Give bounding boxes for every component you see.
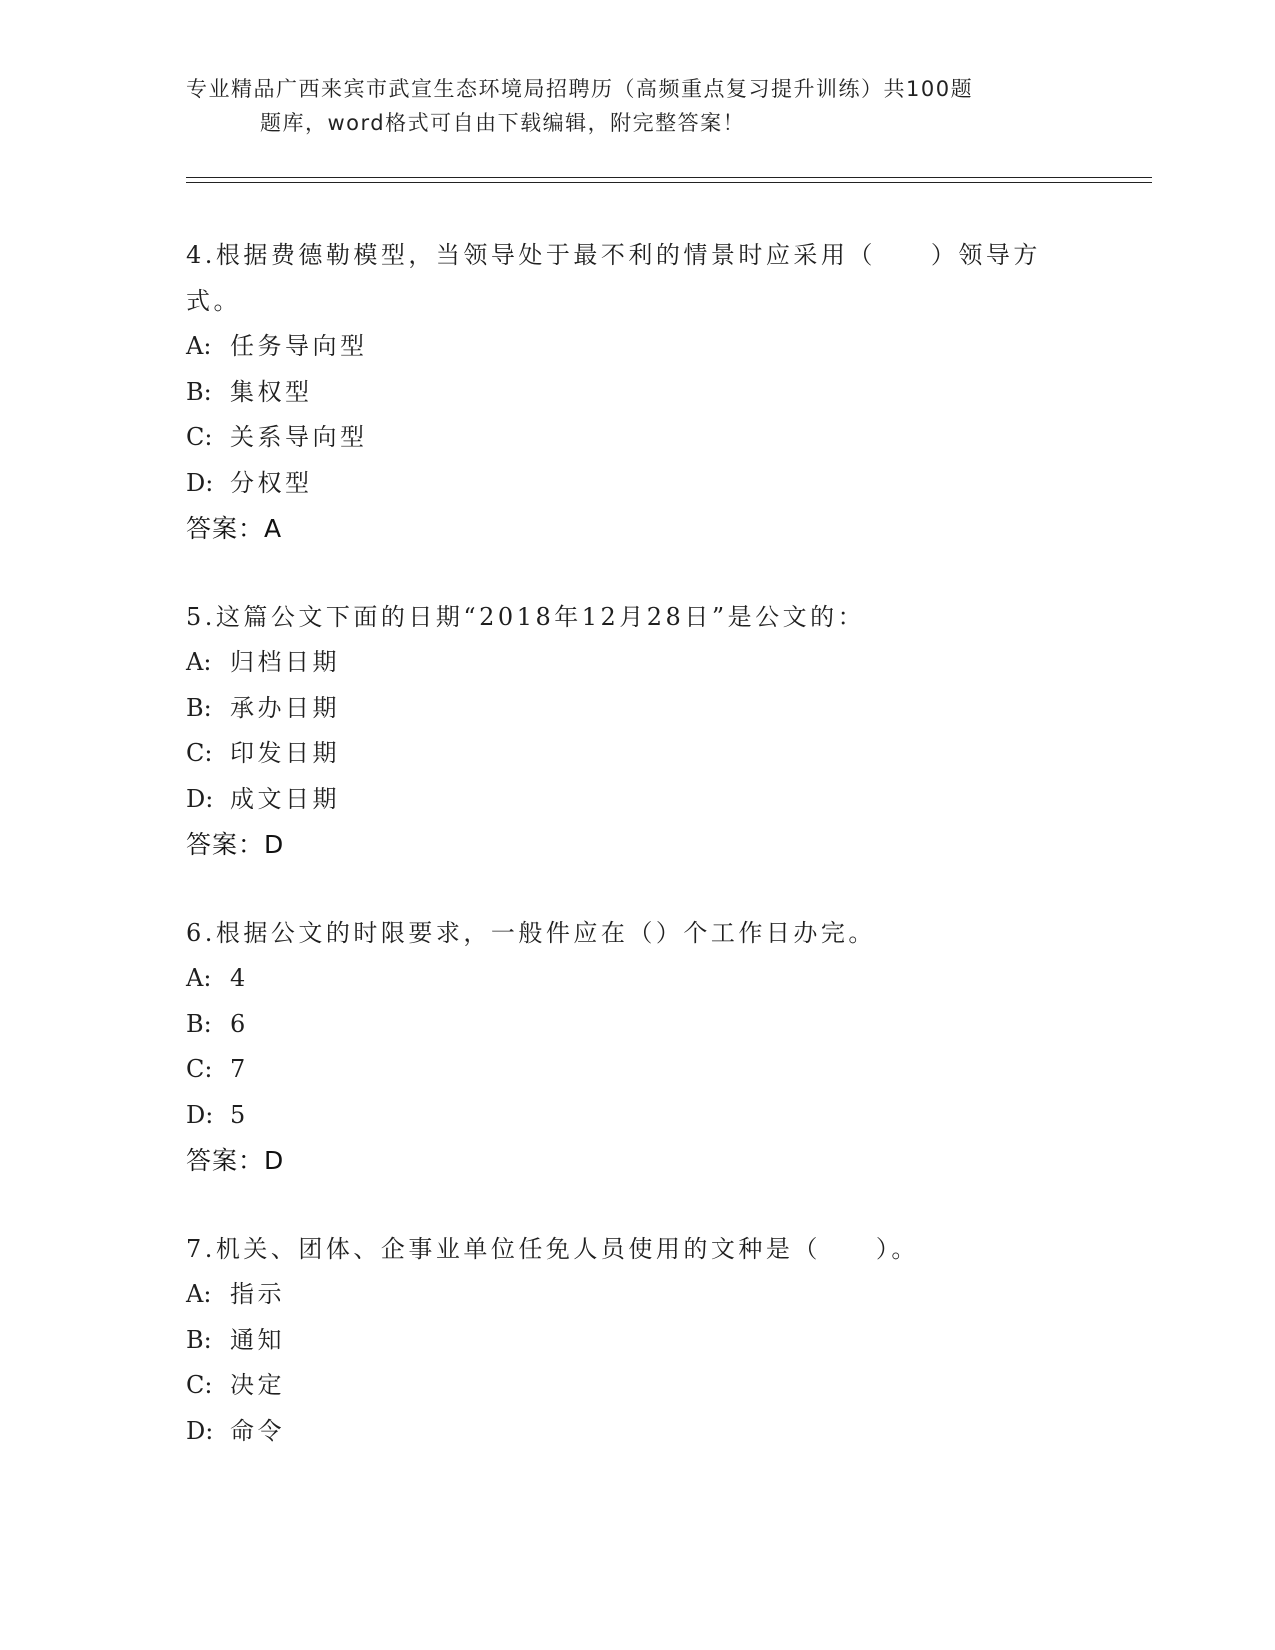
- option-label: B:: [186, 1009, 212, 1038]
- option-label: C:: [186, 739, 213, 767]
- option-text: 成文日期: [230, 784, 340, 813]
- option-label: D:: [186, 468, 214, 497]
- option-c: [186, 415, 1086, 461]
- option-text: 7: [230, 1055, 249, 1083]
- option-a: [186, 956, 1086, 1002]
- option-d: [186, 1093, 1086, 1139]
- question-5: [186, 594, 1086, 868]
- header-rule-top: [186, 177, 1152, 178]
- option-b: [186, 1002, 1086, 1048]
- option-label: C:: [186, 423, 213, 451]
- option-label: C:: [186, 1055, 213, 1083]
- option-d: [186, 1409, 1086, 1455]
- question-list: [186, 232, 1086, 1496]
- option-text: 分权型: [230, 468, 313, 497]
- option-text: 通知: [230, 1325, 285, 1354]
- option-b: [186, 370, 1086, 416]
- header-rule-bottom: [186, 182, 1152, 183]
- question-4: [186, 232, 1086, 552]
- option-text: 印发日期: [230, 739, 340, 767]
- question-stem: 6.根据公文的时限要求，一般件应在（）个工作日办完。: [186, 919, 876, 947]
- option-label: A:: [186, 648, 212, 676]
- option-text: 5: [230, 1100, 249, 1129]
- option-label: C:: [186, 1371, 213, 1399]
- option-b: [186, 1318, 1086, 1364]
- option-text: 集权型: [230, 377, 313, 406]
- question-stem: 4.根据费德勒模型，当领导处于最不利的情景时应采用（ ）领导方式。: [186, 241, 1041, 315]
- header-title-line2: 题库，word格式可自由下载编辑，附完整答案！: [260, 111, 746, 135]
- option-label: B:: [186, 377, 212, 406]
- option-d: [186, 777, 1086, 823]
- option-c: [186, 1363, 1086, 1409]
- option-c: [186, 1047, 1086, 1093]
- answer: 答案：D: [186, 830, 285, 859]
- question-stem: 7.机关、团体、企事业单位任免人员使用的文种是（ ）。: [186, 1235, 919, 1263]
- option-label: A:: [186, 332, 212, 360]
- question-stem: 5.这篇公文下面的日期“2018年12月28日”是公文的：: [186, 603, 866, 631]
- option-label: D:: [186, 1100, 214, 1129]
- question-6: [186, 910, 1086, 1184]
- option-text: 关系导向型: [230, 423, 368, 451]
- option-text: 6: [230, 1009, 249, 1038]
- answer: 答案：D: [186, 1146, 285, 1175]
- option-text: 指示: [230, 1280, 285, 1308]
- option-text: 命令: [230, 1416, 285, 1445]
- option-a: [186, 324, 1086, 370]
- option-label: B:: [186, 1325, 212, 1354]
- option-label: D:: [186, 1416, 214, 1445]
- option-label: B:: [186, 693, 212, 722]
- option-text: 任务导向型: [230, 332, 368, 360]
- option-a: [186, 640, 1086, 686]
- question-7: [186, 1226, 1086, 1454]
- option-label: A:: [186, 964, 212, 992]
- option-d: [186, 461, 1086, 507]
- header-title-line1: 专业精品广西来宾市武宣生态环境局招聘历（高频重点复习提升训练）共100题: [186, 77, 974, 101]
- option-c: [186, 731, 1086, 777]
- option-label: D:: [186, 784, 214, 813]
- option-label: A:: [186, 1280, 212, 1308]
- answer: 答案：A: [186, 514, 283, 543]
- document-header: [186, 72, 1066, 140]
- option-text: 归档日期: [230, 648, 340, 676]
- option-text: 决定: [230, 1371, 285, 1399]
- option-text: 承办日期: [230, 693, 340, 722]
- option-text: 4: [230, 964, 249, 992]
- option-b: [186, 686, 1086, 732]
- option-a: [186, 1272, 1086, 1318]
